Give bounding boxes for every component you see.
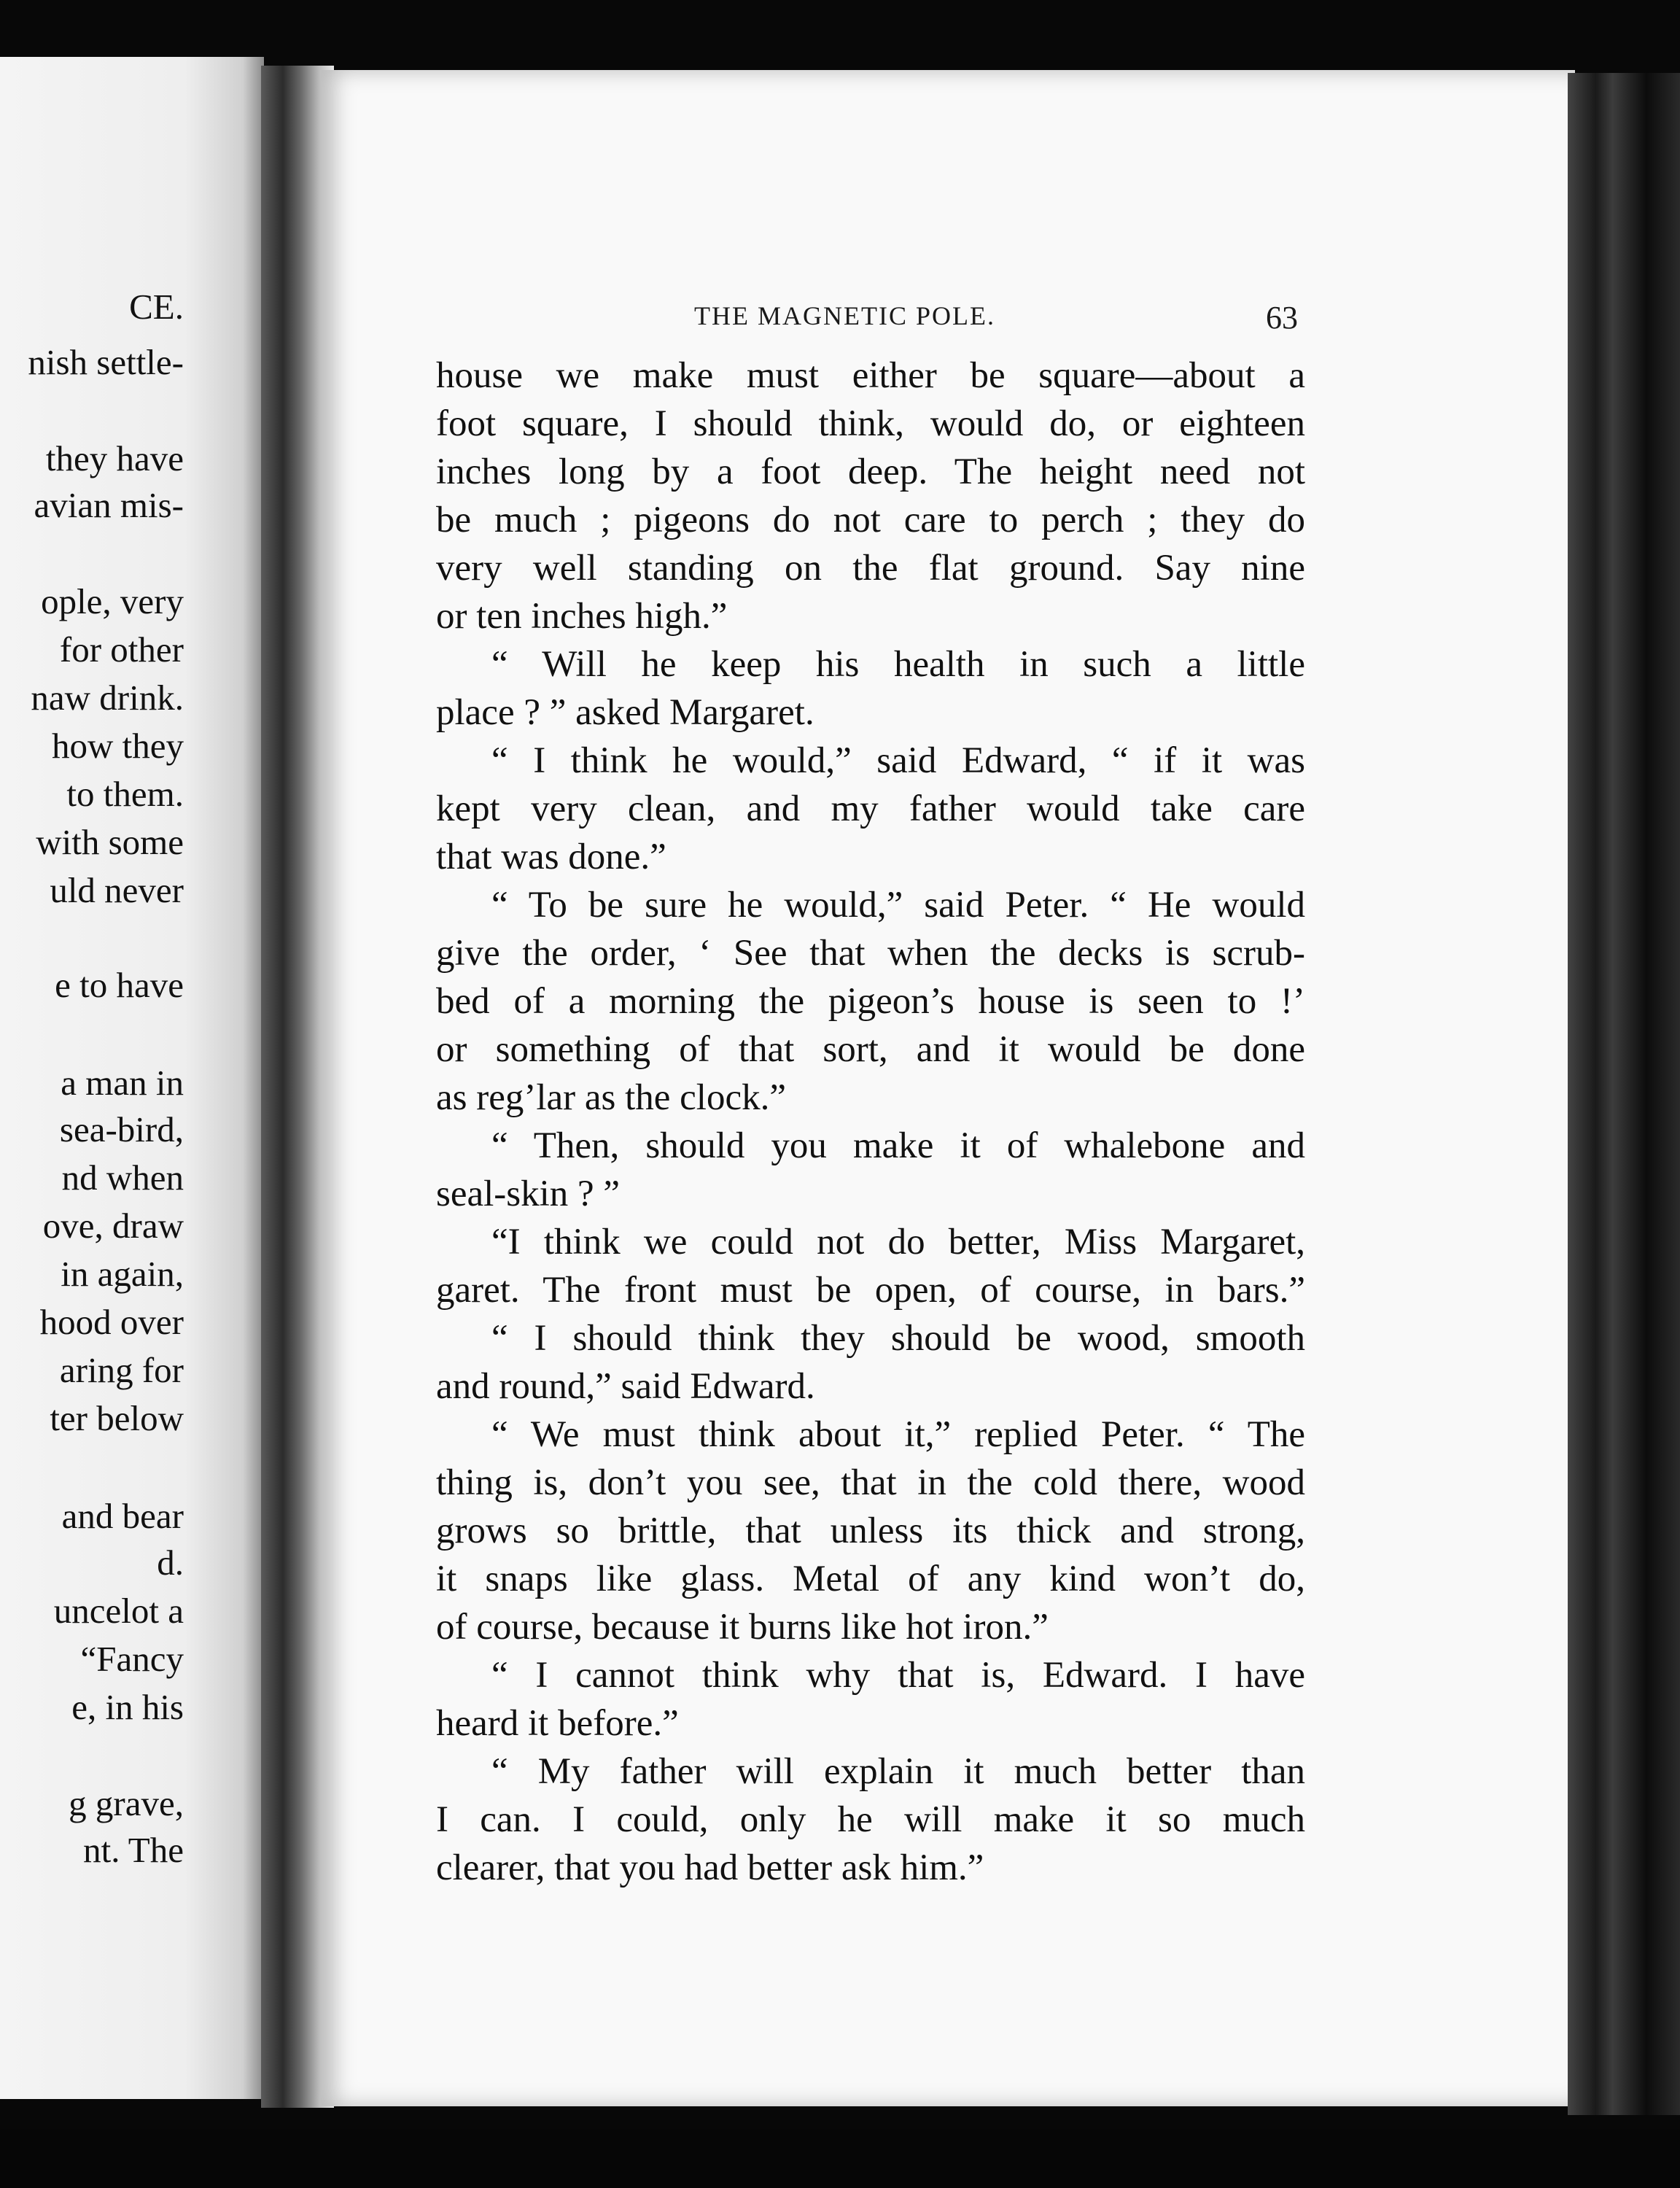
left-page-line: nt. The — [83, 1830, 184, 1870]
left-page-line: uncelot a — [53, 1591, 184, 1631]
text-line: seal-skin ? ” — [436, 1173, 621, 1214]
text-line: be much ; pigeons do not care to perch ; they do — [436, 500, 1305, 540]
text-line: garet. The front must be open, of course, in bars.” — [436, 1270, 1305, 1311]
text-line: give the order, ‘ See that when the decks is scrub- — [436, 933, 1305, 974]
left-page-line: e, in his — [71, 1687, 184, 1727]
text-line: that was done.” — [436, 837, 666, 877]
left-page-line: naw drink. — [31, 678, 184, 718]
text-line: foot square, I should think, would do, or eighteen — [436, 403, 1305, 444]
left-page-line: with some — [36, 822, 184, 862]
text-line: and round,” said Edward. — [436, 1366, 815, 1407]
text-line: heard it before.” — [436, 1703, 679, 1744]
text-line: house we make must either be square—about a — [436, 355, 1305, 396]
text-line: clearer, that you had better ask him.” — [436, 1847, 984, 1888]
left-page-line: they have — [45, 438, 184, 478]
left-page-line: nish settle- — [28, 342, 184, 382]
text-line: “ I should think they should be wood, smooth — [491, 1318, 1305, 1359]
book-edge — [1568, 73, 1680, 2115]
left-page-line: aring for — [59, 1350, 184, 1390]
text-line: as reg’lar as the clock.” — [436, 1077, 786, 1118]
left-page-line: nd when — [61, 1157, 184, 1198]
left-page-line: g grave, — [69, 1783, 184, 1823]
text-line: bed of a morning the pigeon’s house is seen to !’ — [436, 981, 1305, 1022]
text-line: “ We must think about it,” replied Peter. “ The — [491, 1414, 1305, 1455]
text-line: inches long by a foot deep. The height need not — [436, 451, 1305, 492]
text-line: grows so brittle, that unless its thick and strong, — [436, 1510, 1305, 1551]
text-line: “I think we could not do better, Miss Margaret, — [491, 1222, 1305, 1262]
left-page-line: hood over — [39, 1302, 184, 1342]
text-line: very well standing on the flat ground. Say nine — [436, 548, 1305, 589]
left-page-line: d. — [157, 1543, 184, 1583]
text-line: I can. I could, only he will make it so much — [436, 1799, 1305, 1840]
left-page-line: for other — [59, 629, 184, 670]
text-line: or ten inches high.” — [436, 596, 728, 637]
left-page-line: avian mis- — [34, 485, 184, 525]
text-line: kept very clean, and my father would take care — [436, 788, 1305, 829]
text-line: “ I think he would,” said Edward, “ if it was — [491, 740, 1305, 781]
left-page-line: sea-bird, — [59, 1109, 184, 1149]
left-page-line: ople, very — [41, 581, 184, 621]
bottom-shadow — [0, 2130, 1680, 2188]
text-line: or something of that sort, and it would be done — [436, 1029, 1305, 1070]
left-page-line: CE. — [129, 287, 184, 327]
body-text — [436, 352, 1305, 1892]
text-line: thing is, don’t you see, that in the cold there, wood — [436, 1462, 1305, 1503]
text-line: “ To be sure he would,” said Peter. “ He would — [491, 885, 1305, 926]
text-line: of course, because it burns like hot iron.” — [436, 1607, 1049, 1648]
left-page-line: and bear — [61, 1496, 184, 1536]
left-page-line: e to have — [55, 965, 184, 1005]
left-page-line: how they — [52, 726, 184, 766]
running-head: THE MAGNETIC POLE. — [694, 301, 995, 330]
text-line: “ Then, should you make it of whalebone and — [491, 1125, 1305, 1166]
page-number: 63 — [1266, 300, 1298, 335]
text-line: “ I cannot think why that is, Edward. I have — [491, 1655, 1305, 1696]
text-line: it snaps like glass. Metal of any kind won’t do, — [436, 1559, 1305, 1599]
text-line: “ My father will explain it much better than — [491, 1751, 1305, 1792]
left-page-line: in again, — [61, 1254, 184, 1294]
left-page-line: ter below — [50, 1398, 184, 1438]
text-line: “ Will he keep his health in such a little — [491, 644, 1305, 685]
text-line: place ? ” asked Margaret. — [436, 692, 814, 733]
left-page-line: ove, draw — [42, 1206, 184, 1246]
left-page-line: to them. — [66, 774, 184, 814]
left-page-line: a man in — [61, 1063, 184, 1103]
left-facing-page — [0, 57, 264, 2099]
left-page-line: “Fancy — [80, 1639, 184, 1679]
left-page-line: uld never — [50, 870, 184, 910]
